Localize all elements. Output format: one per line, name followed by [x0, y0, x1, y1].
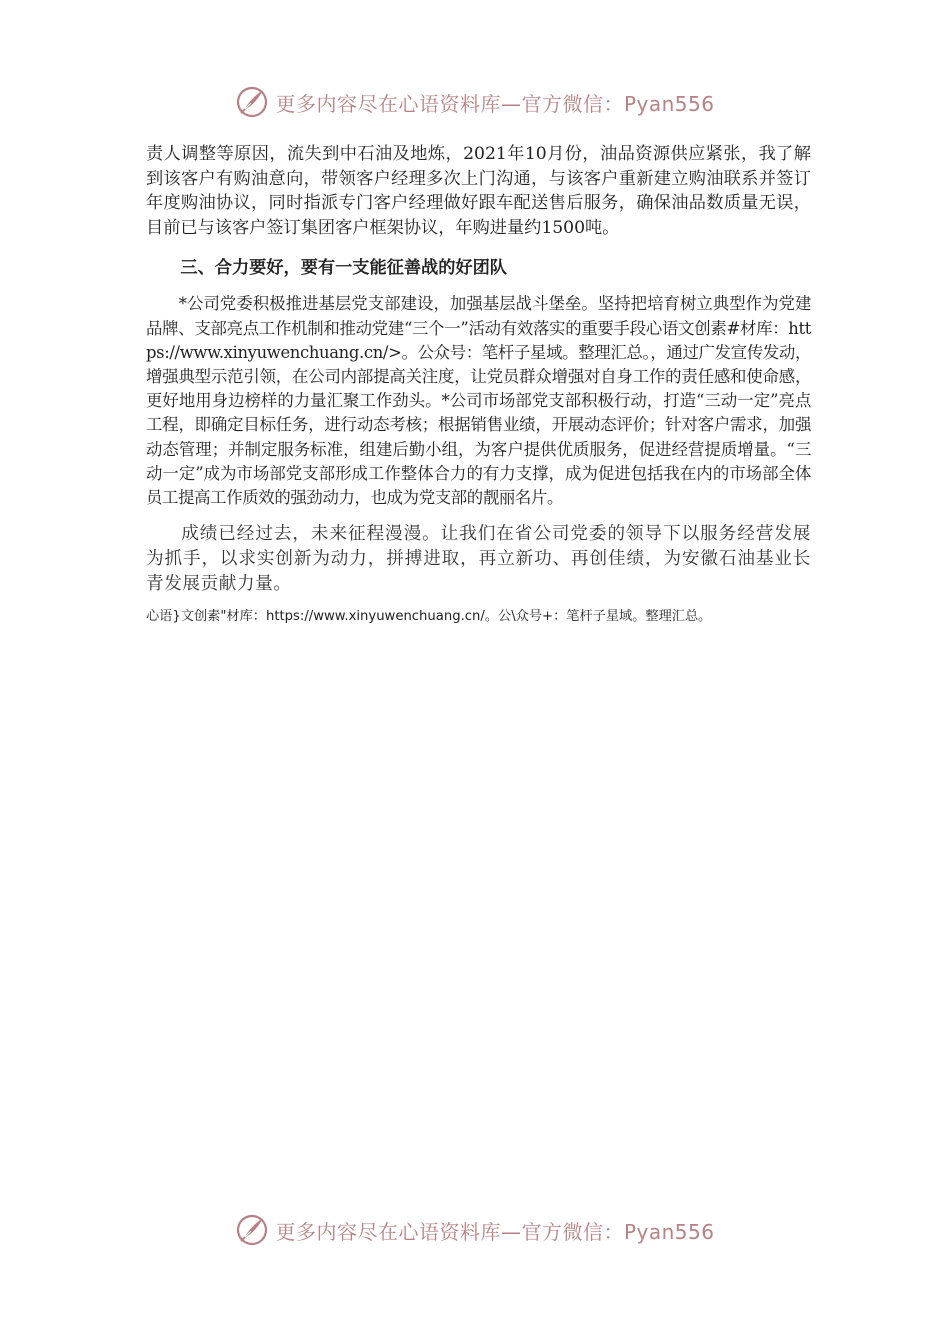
source-note: 心语}文创素"材库：https://www.xinyuwenchuang.cn/。公\众号+：笔杆子星域。整理汇总。 — [146, 609, 712, 625]
paragraph-conclusion: 成绩已经过去，未来征程漫漫。让我们在省公司党委的领导下以服务经营发展为抓手，以求实创新为动力，拼搏进取，再立新功、再创佳绩，为安徽石油基业长青发展贡献力量。 — [146, 524, 811, 595]
section-heading: 三、合力要好，要有一支能征善战的好团队 — [180, 258, 507, 279]
paragraph-team: *公司党委积极推进基层党支部建设，加强基层战斗堡垒。坚持把培育树立典型作为党建品牌、支部亮点工作机制和推动党建“三个一”活动有效落实的重要手段心语文创素#材库：https://www.xinyuwenchuang.cn/>。公众号：笔杆子星域。整理汇总。，通过广发宣传发动，增强典型示范引领，在公司内部提高关注度，让党员群众增强对自身工作的责任感和使命感，更好地用身边榜样的力量汇聚工作劲头。*公司市场部党支部积极行动，打造“三动一定”亮点工程，即确定目标任务，进行动态考核；根据销售业绩，开展动态评价；针对客户需求，加强动态管理；并制定服务标准，组建后勤小组，为客户提供优质服务，促进经营提质增量。“三动一定”成为市场部党支部形成工作整体合力的有力支撑，成为促进包括我在内的市场部全体员工提高工作质效的强劲动力，也成为党支部的靓丽名片。 — [146, 294, 811, 507]
banner-text: 更多内容尽在心语资料库—官方微信：Pyan556 — [275, 91, 715, 116]
banner-text: 更多内容尽在心语资料库—官方微信：Pyan556 — [275, 1219, 715, 1244]
paragraph-continuation: 责人调整等原因，流失到中石油及地炼，2021年10月份，油品资源供应紧张，我了解到该客户有购油意向，带领客户经理多次上门沟通，与该客户重新建立购油联系并签订年度购油协议，同时指派专门客户经理做好跟车配送售后服务，确保油品数质量无误，目前已与该客户签订集团客户框架协议，年购进量约1500吨。 — [146, 144, 811, 238]
header-banner — [0, 82, 950, 122]
quill-pen-icon — [235, 1213, 269, 1247]
quill-pen-icon — [235, 85, 269, 119]
document-body — [146, 142, 811, 627]
footer-banner — [0, 1210, 950, 1250]
